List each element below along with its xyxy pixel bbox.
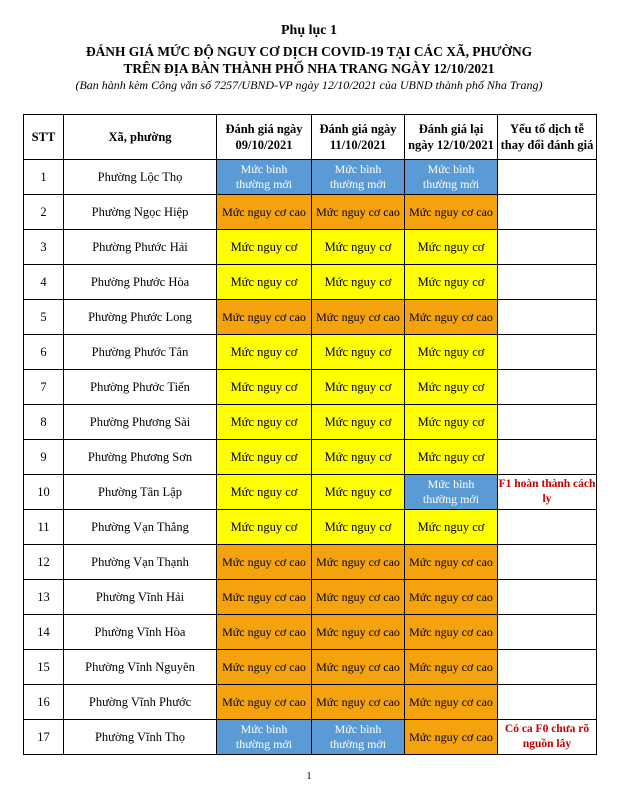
row-ward-name: Phường Vạn Thắng [64, 510, 217, 545]
row-epidemiological-factor [498, 405, 597, 440]
table-row [24, 160, 597, 195]
row-stt: 8 [24, 405, 64, 440]
row-assessment-3: Mức nguy cơ [405, 265, 498, 300]
row-stt: 11 [24, 510, 64, 545]
row-assessment-2: Mức nguy cơ cao [312, 195, 405, 230]
table-row [24, 615, 597, 650]
row-assessment-3: Mức nguy cơ [405, 230, 498, 265]
row-assessment-3: Mức nguy cơ cao [405, 615, 498, 650]
level-label-line-2: thường mới [329, 177, 387, 191]
table-row [24, 720, 597, 755]
row-stt: 17 [24, 720, 64, 755]
page-number: 1 [306, 770, 312, 782]
row-epidemiological-factor [498, 545, 597, 580]
row-epidemiological-factor [498, 440, 597, 475]
row-ward-name: Phường Phương Sơn [64, 440, 217, 475]
document-header [0, 22, 618, 93]
row-assessment-1: Mức nguy cơ [217, 510, 312, 545]
header-date-2-line-2: 11/10/2021 [329, 138, 387, 152]
table-row [24, 475, 597, 510]
row-epidemiological-factor: Có ca F0 chưa rõ nguồn lây [498, 720, 597, 755]
level-label-line-2: thường mới [422, 492, 480, 506]
row-assessment-2: Mức nguy cơ cao [312, 300, 405, 335]
table-row [24, 580, 597, 615]
header-factor: Yếu tố dịch tễ thay đổi đánh giá [498, 115, 597, 160]
header-date-2 [312, 115, 405, 160]
row-assessment-2 [312, 160, 405, 195]
row-stt: 12 [24, 545, 64, 580]
row-assessment-2: Mức nguy cơ cao [312, 615, 405, 650]
risk-assessment-table [23, 114, 597, 755]
level-label-line-1: Mức bình [334, 162, 382, 176]
row-assessment-3: Mức nguy cơ cao [405, 720, 498, 755]
row-ward-name: Phường Phước Tân [64, 335, 217, 370]
row-assessment-2: Mức nguy cơ [312, 510, 405, 545]
row-assessment-3: Mức nguy cơ [405, 510, 498, 545]
row-stt: 16 [24, 685, 64, 720]
row-assessment-2: Mức nguy cơ [312, 230, 405, 265]
row-epidemiological-factor [498, 580, 597, 615]
table-row [24, 545, 597, 580]
table-row [24, 300, 597, 335]
level-label-line-2: thường mới [235, 177, 293, 191]
row-assessment-3: Mức nguy cơ cao [405, 580, 498, 615]
header-date-1-line-1: Đánh giá ngày [225, 122, 303, 136]
row-ward-name: Phường Ngọc Hiệp [64, 195, 217, 230]
row-assessment-1: Mức nguy cơ cao [217, 615, 312, 650]
row-stt: 6 [24, 335, 64, 370]
level-label-line-1: Mức bình [334, 722, 382, 736]
row-epidemiological-factor [498, 265, 597, 300]
table-row [24, 195, 597, 230]
row-stt: 10 [24, 475, 64, 510]
row-stt: 14 [24, 615, 64, 650]
row-assessment-1: Mức nguy cơ [217, 440, 312, 475]
row-assessment-3 [405, 160, 498, 195]
row-ward-name: Phường Vĩnh Thọ [64, 720, 217, 755]
level-label-line-1: Mức bình [427, 162, 475, 176]
row-assessment-2: Mức nguy cơ cao [312, 580, 405, 615]
row-assessment-2: Mức nguy cơ [312, 335, 405, 370]
header-ward: Xã, phường [64, 115, 217, 160]
row-assessment-2 [312, 720, 405, 755]
row-epidemiological-factor [498, 615, 597, 650]
header-date-2-line-1: Đánh giá ngày [319, 122, 397, 136]
table-row [24, 405, 597, 440]
row-assessment-3: Mức nguy cơ [405, 370, 498, 405]
table-row [24, 510, 597, 545]
row-stt: 3 [24, 230, 64, 265]
row-assessment-1: Mức nguy cơ cao [217, 300, 312, 335]
level-label-line-2: thường mới [235, 737, 293, 751]
row-assessment-2: Mức nguy cơ [312, 440, 405, 475]
row-assessment-2: Mức nguy cơ cao [312, 650, 405, 685]
appendix-label: Phụ lục 1 [280, 23, 337, 38]
header-stt: STT [24, 115, 64, 160]
row-assessment-1: Mức nguy cơ [217, 475, 312, 510]
row-assessment-3: Mức nguy cơ cao [405, 685, 498, 720]
row-assessment-3: Mức nguy cơ [405, 405, 498, 440]
row-assessment-1: Mức nguy cơ [217, 335, 312, 370]
table-row [24, 230, 597, 265]
table-row [24, 685, 597, 720]
table-row [24, 650, 597, 685]
header-date-1-line-2: 09/10/2021 [235, 138, 293, 152]
row-assessment-1: Mức nguy cơ cao [217, 545, 312, 580]
row-assessment-1 [217, 160, 312, 195]
row-assessment-3 [405, 475, 498, 510]
subtitle: (Ban hành kèm Công văn số 7257/UBND-VP ngày 12/10/2021 của UBND thành phố Nha Trang) [75, 78, 543, 92]
row-assessment-1: Mức nguy cơ [217, 370, 312, 405]
row-epidemiological-factor [498, 685, 597, 720]
row-stt: 4 [24, 265, 64, 300]
row-epidemiological-factor [498, 195, 597, 230]
header-date-3-line-2: ngày 12/10/2021 [408, 138, 494, 152]
row-epidemiological-factor [498, 510, 597, 545]
table-row [24, 370, 597, 405]
row-assessment-3: Mức nguy cơ [405, 335, 498, 370]
row-epidemiological-factor: F1 hoàn thành cách ly [498, 475, 597, 510]
header-date-3 [405, 115, 498, 160]
row-stt: 5 [24, 300, 64, 335]
row-epidemiological-factor [498, 370, 597, 405]
level-label-line-2: thường mới [329, 737, 387, 751]
row-assessment-1: Mức nguy cơ [217, 230, 312, 265]
row-epidemiological-factor [498, 230, 597, 265]
row-ward-name: Phường Vĩnh Phước [64, 685, 217, 720]
row-assessment-2: Mức nguy cơ cao [312, 685, 405, 720]
row-assessment-2: Mức nguy cơ [312, 370, 405, 405]
row-assessment-3: Mức nguy cơ cao [405, 650, 498, 685]
row-epidemiological-factor [498, 335, 597, 370]
level-label-line-1: Mức bình [240, 162, 288, 176]
row-epidemiological-factor [498, 300, 597, 335]
header-date-1 [217, 115, 312, 160]
row-assessment-1: Mức nguy cơ cao [217, 580, 312, 615]
table-row [24, 335, 597, 370]
row-assessment-2: Mức nguy cơ cao [312, 545, 405, 580]
row-stt: 1 [24, 160, 64, 195]
table-row [24, 440, 597, 475]
table-row [24, 265, 597, 300]
row-ward-name: Phường Phước Long [64, 300, 217, 335]
level-label-line-1: Mức bình [240, 722, 288, 736]
table-header-row [24, 115, 597, 160]
row-stt: 2 [24, 195, 64, 230]
row-ward-name: Phường Vạn Thạnh [64, 545, 217, 580]
row-stt: 13 [24, 580, 64, 615]
row-assessment-1 [217, 720, 312, 755]
row-stt: 7 [24, 370, 64, 405]
row-assessment-1: Mức nguy cơ cao [217, 195, 312, 230]
title-line-1: ĐÁNH GIÁ MỨC ĐỘ NGUY CƠ DỊCH COVID-19 TẠI CÁC XÃ, PHƯỜNG [85, 44, 533, 59]
row-stt: 15 [24, 650, 64, 685]
title-line-2: TRÊN ĐỊA BÀN THÀNH PHỐ NHA TRANG NGÀY 12/10/2021 [123, 61, 495, 76]
row-epidemiological-factor [498, 650, 597, 685]
row-ward-name: Phường Phước Tiến [64, 370, 217, 405]
row-epidemiological-factor [498, 160, 597, 195]
row-ward-name: Phường Phước Hải [64, 230, 217, 265]
header-date-3-line-1: Đánh giá lại [418, 122, 484, 136]
row-assessment-1: Mức nguy cơ cao [217, 685, 312, 720]
row-ward-name: Phường Phương Sài [64, 405, 217, 440]
level-label-line-1: Mức bình [427, 477, 475, 491]
row-ward-name: Phường Vĩnh Nguyên [64, 650, 217, 685]
row-ward-name: Phường Lộc Thọ [64, 160, 217, 195]
row-assessment-3: Mức nguy cơ [405, 440, 498, 475]
row-assessment-2: Mức nguy cơ [312, 265, 405, 300]
row-ward-name: Phường Phước Hòa [64, 265, 217, 300]
row-stt: 9 [24, 440, 64, 475]
level-label-line-2: thường mới [422, 177, 480, 191]
row-assessment-3: Mức nguy cơ cao [405, 195, 498, 230]
row-assessment-2: Mức nguy cơ [312, 475, 405, 510]
row-ward-name: Phường Vĩnh Hòa [64, 615, 217, 650]
row-ward-name: Phường Tân Lập [64, 475, 217, 510]
row-ward-name: Phường Vĩnh Hải [64, 580, 217, 615]
row-assessment-1: Mức nguy cơ cao [217, 650, 312, 685]
row-assessment-1: Mức nguy cơ [217, 405, 312, 440]
row-assessment-2: Mức nguy cơ [312, 405, 405, 440]
row-assessment-1: Mức nguy cơ [217, 265, 312, 300]
row-assessment-3: Mức nguy cơ cao [405, 300, 498, 335]
table-body [24, 160, 597, 755]
row-assessment-3: Mức nguy cơ cao [405, 545, 498, 580]
